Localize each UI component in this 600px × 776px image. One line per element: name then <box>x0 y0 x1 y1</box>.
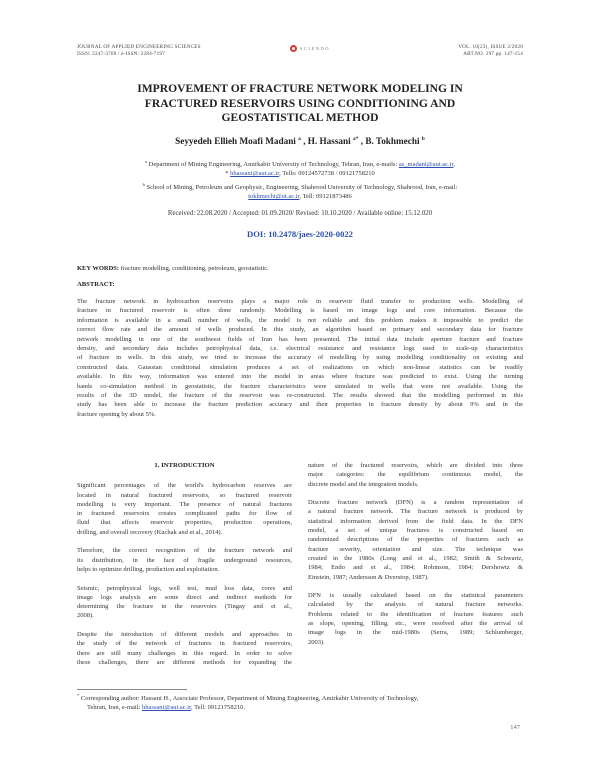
affiliation-text: , Tell: 09121873486 <box>299 193 352 201</box>
paragraph <box>77 546 292 574</box>
page-number: 147 <box>510 724 520 731</box>
text-line: image logs in the mid-1980s (Serra, 1989; Schlumberger, <box>308 629 523 637</box>
keywords <box>77 265 527 272</box>
abstract-line: fracture opening by about 5%. <box>77 410 156 418</box>
footnote-text: Corresponding author: Hassani H., Associate Professor, Department of Mining Engineering, Amirkabir University of Technology, <box>79 695 419 703</box>
paragraph <box>77 630 292 667</box>
affiliation-text: , Tells: 09124572738 / 09121758210 <box>279 170 375 178</box>
text-line: discrete model and the integration models. <box>308 480 419 488</box>
text-line: helps to optimize drilling, production and exploitation. <box>77 565 220 573</box>
text-line: determining the fracture in the reservoirs (Tingay and et al., <box>77 603 292 611</box>
text-line: as slope, opening, filling, etc., were resolved after the arrival of <box>308 620 523 628</box>
affiliation-text: , <box>453 161 455 169</box>
text-line: nature of the fractured reservoirs, which are divided into three <box>308 462 523 469</box>
abstract-line: network modelling in one of the southwest fields of Iran has been presented. The initial data include aperture fracture and fracture <box>77 335 523 343</box>
affiliation-text: School of Mining, Petroleum and Geophysic, Engineering, Shahrood University of Technology, Shahrood, Iran, e-mail: <box>144 184 458 192</box>
footnote-divider <box>77 689 187 690</box>
text-line: its distribution, in the face of fragile underground resources, <box>77 556 292 564</box>
author-affiliation-mark: b <box>421 136 425 142</box>
affiliation-mark: a <box>145 159 148 164</box>
author-affiliation-mark: a <box>298 136 301 142</box>
title-line-3: GEOSTATISTICAL METHOD <box>221 111 379 124</box>
email-link[interactable]: tokhmechi@ut.ac.ir <box>248 193 300 201</box>
text-line: DFN is usually calculated based on the statistical parameters <box>308 592 523 600</box>
text-line: modelling is very important. The presence of natural fractures <box>77 500 292 508</box>
author-name: , B. Tokhmechi <box>360 136 420 147</box>
text-line: Seismic, petrophysical logs, well test, mud loss data, cores and <box>77 584 292 592</box>
corresponding-star: * <box>225 170 231 178</box>
affiliation-text: Department of Mining Engineering, Amirkabir University of Technology, Tehran, Iran, e-mails: <box>147 161 399 169</box>
keywords-label: KEY WORDS: <box>77 265 120 272</box>
paragraph <box>308 591 523 647</box>
abstract-line: available. In this way, information was entered into the model in areas where fracture was predicted to exist. Using the turning <box>77 373 523 381</box>
email-link[interactable]: hhassani@aut.ac.ir <box>141 704 191 712</box>
text-line: major categories: the equilibrium continuous model, the <box>308 471 523 479</box>
publication-dates: Received: 22.08.2020 / Accepted: 01.09.2020/ Revised: 10.10.2020 / Available online: 15.12.020 <box>167 210 433 217</box>
right-column <box>308 461 523 656</box>
text-line: Problems related to the identification of fracture features such <box>308 610 523 618</box>
article-pages: ART.NO. 297 pp. 147-154 <box>463 51 523 57</box>
text-line: image logs analysis are some direct and indirect methods for <box>77 593 292 601</box>
text-line: statistical information derived from the field data. In the DFN <box>308 517 523 525</box>
corresponding-author-footnote <box>77 691 527 712</box>
text-line: Despite the introduction of different models and approaches in <box>77 631 292 639</box>
text-line: created in the 1980s (Long and et al., 1982; Smith & Schwartz, <box>308 554 523 562</box>
abstract-line: correct flow rate and the amount of wells produced. In this study, an algorithm based on primary and secondary data for fracture <box>77 326 523 334</box>
text-line: calculated by the analysis of natural fracture networks. <box>308 601 523 609</box>
volume-header <box>458 44 523 58</box>
text-line: fluid that affects reservoir properties, production operations, <box>77 519 292 527</box>
text-line: in fractured reservoirs creates complicated paths for flow of <box>77 510 292 518</box>
volume-issue: VOL. 10(23), ISSUE 2/2020 <box>458 44 523 50</box>
text-line: the study of the network of fractures in fractured reservoirs, <box>77 640 292 648</box>
author-affiliation-mark: a* <box>352 136 359 142</box>
publisher-name: SCIENDO <box>300 46 331 51</box>
text-line: model, a set of unique fractures is constructed based on <box>308 527 523 535</box>
text-line: located in natural fractured reservoirs, so fractured reservoir <box>77 491 292 499</box>
title-line-2: FRACTURED RESERVOIRS USING CONDITIONING AND <box>144 96 456 110</box>
text-line: there are still many challenges in this regard. In order to solve <box>77 649 292 657</box>
text-line: Therefore, the correct recognition of the fracture network and <box>77 547 292 555</box>
journal-name: JOURNAL OF APPLIED ENGINEERING SCIENCES <box>77 44 201 50</box>
abstract-line: of fracture in wells. In this study, we tried to increase the accuracy of modelling by using modelling conditionality on existing and <box>77 354 523 362</box>
doi-link[interactable]: DOI: 10.2478/jaes-2020-0022 <box>247 229 353 239</box>
abstract-line: constructed data. Gaussian conditional simulation produces a set of realizations on which non-linear statistics can be readily <box>77 363 523 371</box>
abstract-line: density, and secondary data includes petrophysical data, i.e. electrical resistance and resistance logs used to scale-up characteristics <box>77 345 523 353</box>
affiliation-mark: b <box>142 182 145 187</box>
abstract-line: results of the 3D model, the fracture of the reservoir was re-constructed. The results showed that the modelling performed in this <box>77 392 523 400</box>
footnote-text: , Tell: 09121758210. <box>191 704 245 712</box>
abstract-body <box>77 297 523 419</box>
paragraph <box>308 461 523 489</box>
title-line-1: IMPROVEMENT OF FRACTURE NETWORK MODELING IN <box>137 82 463 95</box>
text-line: drilling, and overall recovery (Kuchak and et al., 2014). <box>77 528 223 536</box>
text-line: Significant percentages of the world's hydrocarbon reserves are <box>77 482 292 490</box>
author-list <box>70 136 530 146</box>
left-column <box>77 461 292 677</box>
text-line: 2008). <box>77 612 94 620</box>
affiliation-b <box>80 180 520 201</box>
footnote-mark: * <box>77 693 80 698</box>
abstract-line: information is available in a small number of wells, the model is not reliable and this problem makes it impossible to predict the <box>77 316 523 324</box>
text-line: 2003). <box>308 638 325 646</box>
text-line: Einstein, 1987; Andersson & Dverstop, 1987). <box>308 573 429 581</box>
footnote-text: Tehran, Iran, e-mail: <box>87 704 142 712</box>
author-name: , H. Hassani <box>303 136 351 147</box>
abstract-line: study has been able to increase the fracture prediction accuracy and their properties in fracture density by about 9% and in the <box>77 401 523 409</box>
text-line: 1984; Endo and et al., 1984; Robinson, 1984; Dershowtz & <box>308 564 523 572</box>
affiliation-a <box>80 157 520 178</box>
abstract-heading: ABSTRACT: <box>77 281 115 288</box>
journal-issn: ISSN: 2247-3769 / e-ISSN: 2284-7197 <box>77 51 165 57</box>
text-line: these challenges, there are different methods for expanding the <box>77 658 292 666</box>
journal-header <box>77 44 201 58</box>
paper-title <box>70 82 530 126</box>
abstract-line: fracture in fractured reservoir is often done randomly. Modelling is based on image logs and core information. Because the <box>77 307 523 315</box>
email-link[interactable]: as_madani@aut.ac.ir <box>398 161 454 169</box>
email-link[interactable]: hhassani@aut.ac.ir <box>230 170 280 178</box>
text-line: fracture severity, orientation and size. The technique was <box>308 545 523 553</box>
publisher-logo <box>290 45 330 52</box>
author-name: Seyyedeh Ellieh Moafi Madani <box>175 136 296 147</box>
text-line: Discrete fracture network (DFN) is a random representation of <box>308 499 523 507</box>
sciendo-logo-icon <box>290 45 297 52</box>
text-line: randomized descriptions of the properties of fractures such as <box>308 536 523 544</box>
abstract-line: bands co-simulation method in geostatistic, the fracture characteristics were simulated in wells that were not available. Using the <box>77 382 523 390</box>
abstract-line: The fracture network in hydrocarbon reservoirs plays a major role in reservoir fluid transfer to production wells. Modelling of <box>77 298 523 305</box>
section-heading: 1. INTRODUCTION <box>154 462 215 469</box>
keywords-text: fracture modelling, conditioning, petroleum, geostatistic. <box>119 265 269 272</box>
paragraph <box>77 481 292 537</box>
paragraph <box>77 584 292 621</box>
paragraph <box>308 498 523 582</box>
text-line: a natural fracture network. The fracture network is produced by <box>308 508 523 516</box>
